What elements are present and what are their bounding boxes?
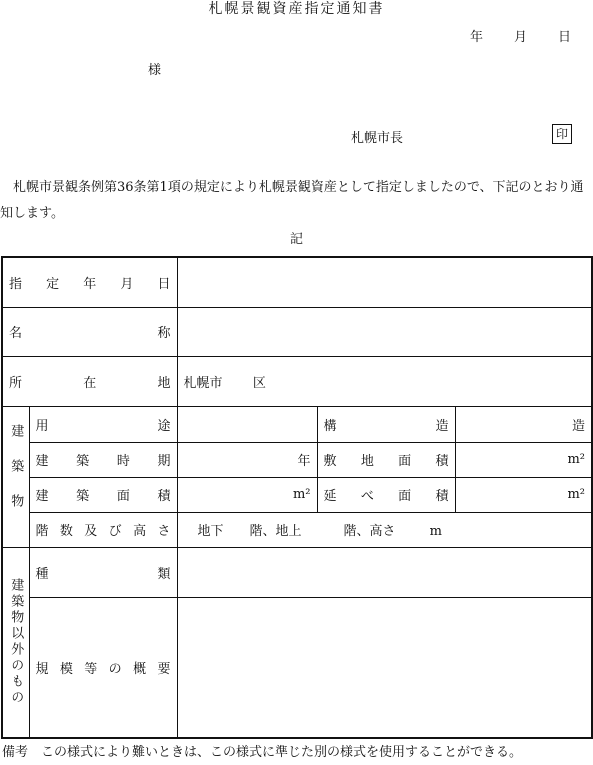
location-ward: 区 — [252, 375, 266, 391]
label-name: 名 称 — [2, 307, 177, 356]
value-built-period[interactable]: 年 — [177, 442, 317, 477]
value-floors-height[interactable]: 地下 階、地上 階、高さ m — [177, 512, 592, 547]
label-building-area: 建 築 面 積 — [29, 477, 177, 512]
seal-mark: 印 — [552, 124, 572, 144]
value-use[interactable] — [177, 406, 317, 442]
label-text: 指 定 年 月 日 — [9, 276, 171, 292]
date-day: 日 — [558, 30, 572, 45]
document-title: 札幌景観資産指定通知書 — [208, 1, 385, 17]
value-kind[interactable] — [177, 547, 592, 597]
label-use: 用 途 — [29, 406, 177, 442]
value-building-area[interactable]: m² — [177, 477, 317, 512]
addressee-suffix: 様 — [148, 63, 162, 78]
location-city: 札幌市 — [183, 375, 223, 391]
label-floors-height: 階 数 及 び 高 さ — [29, 512, 177, 547]
mayor-title: 札幌市長 — [351, 131, 404, 146]
label-built-period: 建 築 時 期 — [29, 442, 177, 477]
value-total-floor-area[interactable]: m² — [455, 477, 592, 512]
designation-form-table — [1, 256, 593, 739]
label-kind: 種 類 — [29, 547, 177, 597]
value-name[interactable] — [177, 307, 592, 356]
body-text: 札幌市景観条例第36条第1項の規定により札幌景観資産として指定しましたので、下記のとおり通知します。 — [0, 180, 584, 221]
ki-heading: 記 — [289, 232, 303, 247]
value-structure[interactable]: 造 — [455, 406, 592, 442]
label-designation-date — [2, 257, 177, 307]
date-year: 年 — [470, 30, 484, 45]
remarks-note: 備考 この様式により難いときは、この様式に準じた別の様式を使用することができる。 — [2, 745, 523, 760]
label-site-area: 敷 地 面 積 — [317, 442, 455, 477]
label-structure: 構 造 — [317, 406, 455, 442]
label-location: 所 在 地 — [2, 356, 177, 406]
date-month: 月 — [514, 30, 528, 45]
label-non-building: 建築物以外のもの — [2, 547, 29, 738]
value-site-area[interactable]: m² — [455, 442, 592, 477]
label-scale-overview: 規 模 等 の 概 要 — [29, 597, 177, 738]
label-total-floor-area: 延 べ 面 積 — [317, 477, 455, 512]
value-designation-date[interactable] — [177, 257, 592, 307]
value-location[interactable] — [177, 356, 592, 406]
label-building: 建築物 — [2, 406, 29, 547]
value-scale-overview[interactable] — [177, 597, 592, 738]
